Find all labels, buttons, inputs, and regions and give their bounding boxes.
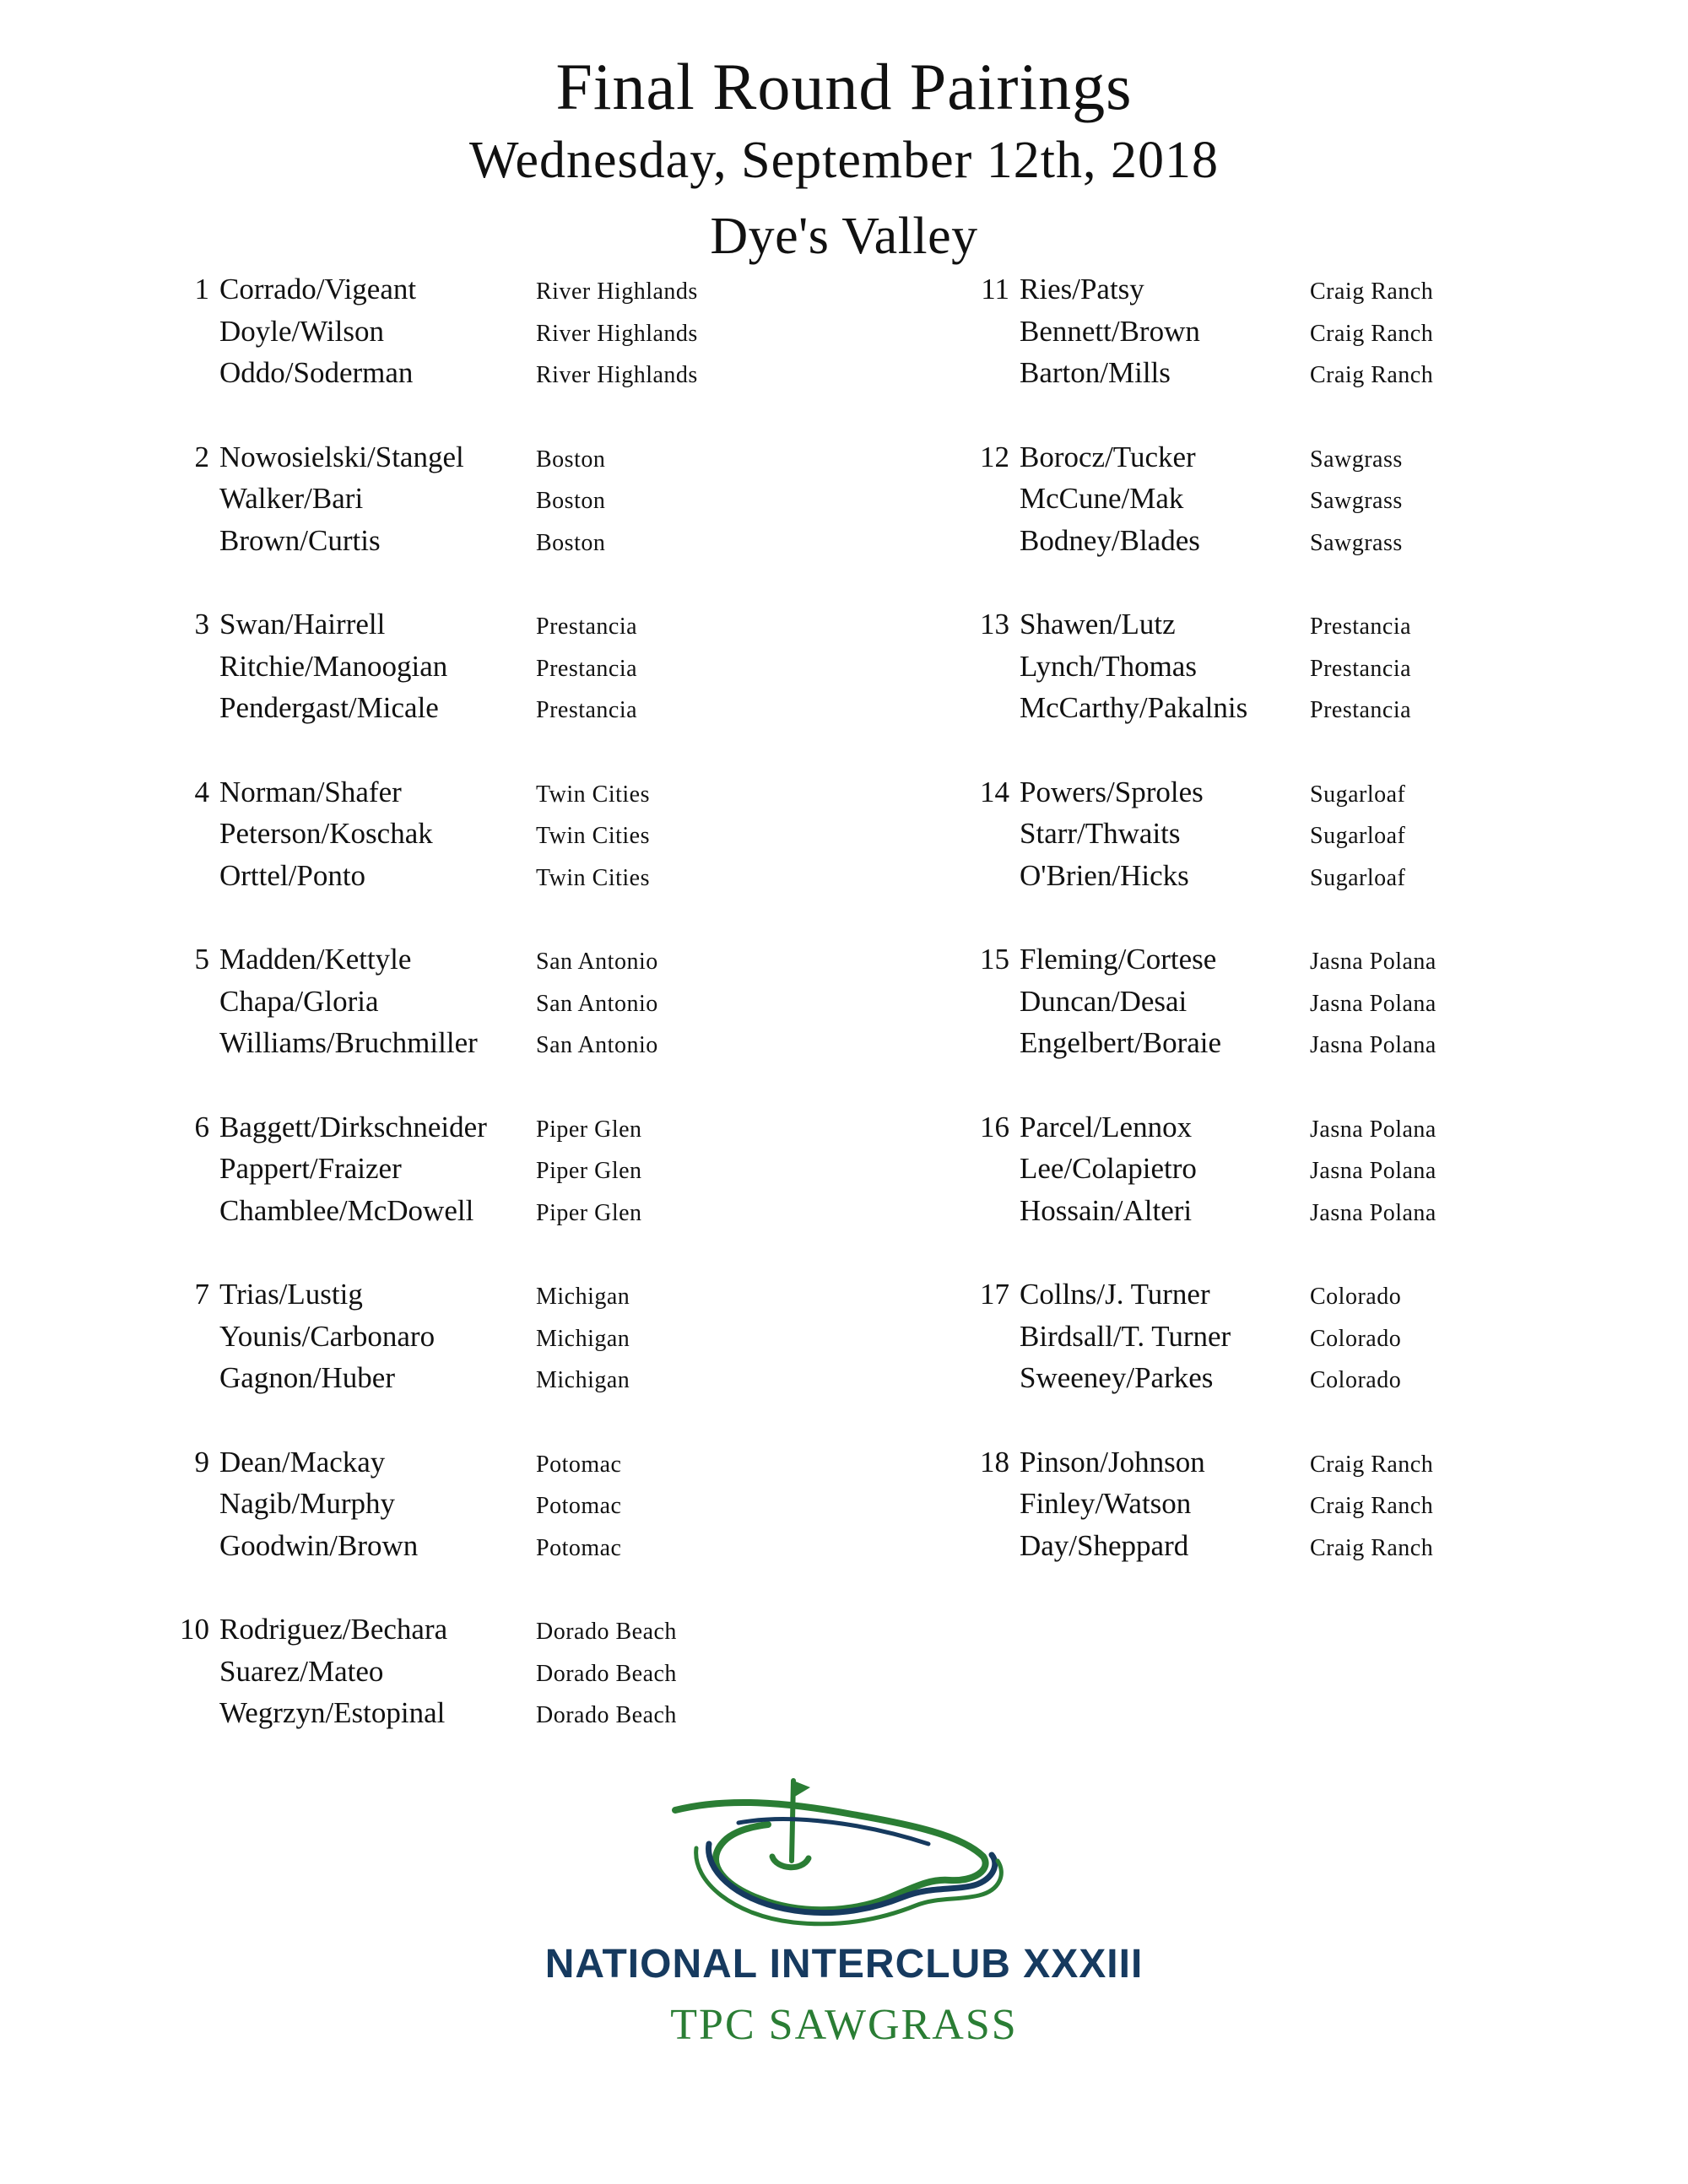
- pairing-row: [186, 520, 996, 562]
- player-pair: Barton/Mills: [1020, 356, 1171, 389]
- player-pair: Swan/Hairrell: [219, 608, 386, 641]
- club-name: Jasna Polana: [1310, 949, 1436, 975]
- pairing-group: [980, 603, 1688, 729]
- pairing-group: [980, 1273, 1688, 1399]
- pairing-group: [186, 938, 996, 1064]
- group-number: 10: [180, 1613, 209, 1646]
- player-pair: Shawen/Lutz: [1020, 608, 1176, 641]
- club-name: Boston: [536, 446, 606, 473]
- player-pair: Pinson/Johnson: [1020, 1445, 1205, 1479]
- club-name: Piper Glen: [536, 1199, 642, 1226]
- group-number: 15: [980, 943, 1009, 976]
- pairing-group: [980, 1441, 1688, 1567]
- player-pair: Finley/Watson: [1020, 1487, 1192, 1520]
- player-pair: Ries/Patsy: [1020, 273, 1144, 305]
- player-pair: Williams/Bruchmiller: [219, 1026, 478, 1059]
- player-pair: Bennett/Brown: [1020, 314, 1200, 348]
- player-pair: Day/Sheppard: [1020, 1528, 1189, 1562]
- player-pair: Powers/Sproles: [1020, 775, 1204, 808]
- club-name: Michigan: [536, 1284, 630, 1310]
- pairing-row: [186, 855, 996, 897]
- golf-flag-green-icon: [658, 1764, 1004, 1933]
- pairing-row: [186, 1483, 996, 1525]
- group-number: 18: [980, 1445, 1009, 1479]
- club-name: Craig Ranch: [1310, 278, 1434, 305]
- player-pair: Gagnon/Huber: [219, 1361, 396, 1394]
- club-name: Jasna Polana: [1310, 1116, 1436, 1143]
- pairing-row: [186, 603, 996, 646]
- pairing-row: [186, 1692, 996, 1734]
- player-pair: Walker/Bari: [219, 482, 364, 515]
- club-name: Colorado: [1310, 1284, 1402, 1310]
- player-pair: Norman/Shafer: [219, 775, 402, 808]
- group-number: 17: [980, 1278, 1009, 1311]
- pairing-row: [186, 352, 996, 394]
- player-pair: Wegrzyn/Estopinal: [219, 1696, 446, 1729]
- pairing-row: [186, 436, 996, 478]
- player-pair: Chamblee/McDowell: [219, 1193, 474, 1227]
- club-name: Potomac: [536, 1534, 622, 1561]
- player-pair: Starr/Thwaits: [1020, 817, 1181, 850]
- pairing-group: [980, 938, 1688, 1064]
- pairing-row: [980, 436, 1688, 478]
- pairing-row: [986, 687, 1688, 729]
- club-name: San Antonio: [536, 990, 658, 1017]
- club-name: Jasna Polana: [1310, 1158, 1436, 1184]
- club-name: Piper Glen: [536, 1158, 642, 1184]
- player-pair: McCune/Mak: [1020, 482, 1184, 515]
- pairing-group: [186, 1441, 996, 1567]
- pairing-group: [186, 436, 996, 562]
- pairing-row: [186, 1022, 996, 1064]
- club-name: Twin Cities: [536, 781, 650, 808]
- group-number: 12: [980, 440, 1009, 473]
- club-name: Dorado Beach: [536, 1660, 677, 1687]
- club-name: Piper Glen: [536, 1116, 642, 1143]
- club-name: San Antonio: [536, 1032, 658, 1058]
- pairing-row: [986, 1525, 1688, 1567]
- player-pair: Lynch/Thomas: [1020, 649, 1197, 683]
- player-pair: Collns/J. Turner: [1020, 1278, 1210, 1311]
- pairing-row: [986, 855, 1688, 897]
- pairing-row: [981, 268, 1688, 311]
- pairing-group: [980, 771, 1688, 897]
- pairing-row: [186, 1273, 996, 1316]
- pairing-row: [986, 520, 1688, 562]
- pairing-row: [186, 1357, 996, 1399]
- club-name: River Highlands: [536, 320, 698, 347]
- club-name: Jasna Polana: [1310, 1032, 1436, 1058]
- club-name: Potomac: [536, 1493, 622, 1519]
- pairing-row: [186, 1525, 996, 1567]
- pairing-group: [186, 1106, 996, 1232]
- group-number: 6: [194, 1110, 209, 1143]
- player-pair: McCarthy/Pakalnis: [1020, 691, 1248, 724]
- player-pair: Goodwin/Brown: [219, 1528, 419, 1562]
- club-name: Colorado: [1310, 1367, 1402, 1393]
- pairing-row: [986, 981, 1688, 1023]
- player-pair: Suarez/Mateo: [219, 1654, 384, 1688]
- group-number: 9: [194, 1445, 209, 1479]
- player-pair: O'Brien/Hicks: [1020, 858, 1189, 892]
- club-name: Craig Ranch: [1310, 1534, 1434, 1561]
- club-name: Michigan: [536, 1367, 630, 1393]
- pairing-group: [186, 603, 996, 729]
- pairing-row: [986, 1148, 1688, 1190]
- pairing-row: [186, 1190, 996, 1232]
- pairing-row: [186, 1316, 996, 1358]
- player-pair: Corrado/Vigeant: [219, 273, 417, 305]
- page-title: Final Round Pairings: [555, 50, 1133, 123]
- club-name: Boston: [536, 488, 606, 514]
- club-name: Dorado Beach: [536, 1702, 677, 1728]
- club-name: Prestancia: [536, 655, 638, 682]
- logo-event-name: NATIONAL INTERCLUB XXXIII: [544, 1942, 1144, 1987]
- player-pair: Birdsall/T. Turner: [1020, 1319, 1231, 1353]
- pairing-row: [980, 938, 1688, 981]
- pairing-row: [986, 1316, 1688, 1358]
- pairing-row: [980, 1106, 1688, 1149]
- pairing-row: [186, 268, 996, 311]
- pairing-row: [180, 1608, 996, 1651]
- player-pair: Duncan/Desai: [1020, 984, 1188, 1018]
- player-pair: Ritchie/Manoogian: [219, 649, 448, 683]
- pairing-row: [980, 1273, 1688, 1316]
- club-name: River Highlands: [536, 362, 698, 388]
- pairing-group: [186, 1273, 996, 1399]
- club-name: Jasna Polana: [1310, 1199, 1436, 1226]
- pairing-row: [186, 1651, 996, 1693]
- pairing-group: [980, 1106, 1688, 1232]
- club-name: Dorado Beach: [536, 1619, 677, 1645]
- club-name: Potomac: [536, 1451, 622, 1478]
- pairing-row: [186, 1148, 996, 1190]
- player-pair: Madden/Kettyle: [219, 943, 412, 976]
- pairing-row: [186, 311, 996, 353]
- group-number: 14: [980, 775, 1009, 808]
- club-name: Sawgrass: [1310, 446, 1403, 473]
- player-pair: Pendergast/Micale: [219, 691, 439, 724]
- player-pair: Sweeney/Parkes: [1020, 1361, 1214, 1394]
- player-pair: Bodney/Blades: [1020, 523, 1200, 557]
- player-pair: Peterson/Koschak: [219, 817, 433, 850]
- pairing-row: [986, 1483, 1688, 1525]
- course-name: Dye's Valley: [710, 208, 978, 265]
- group-number: 16: [980, 1110, 1009, 1143]
- player-pair: Fleming/Cortese: [1020, 943, 1217, 976]
- group-number: 5: [194, 943, 209, 976]
- club-name: Prestancia: [1310, 655, 1412, 682]
- pairing-group: [980, 436, 1688, 562]
- player-pair: Doyle/Wilson: [219, 314, 384, 348]
- player-pair: Dean/Mackay: [219, 1445, 386, 1479]
- club-name: Colorado: [1310, 1325, 1402, 1352]
- player-pair: Nagib/Murphy: [219, 1487, 396, 1520]
- group-number: 2: [194, 440, 209, 473]
- pairing-row: [986, 1022, 1688, 1064]
- player-pair: Nowosielski/Stangel: [219, 440, 464, 473]
- club-name: Sugarloaf: [1310, 781, 1406, 808]
- pairing-row: [186, 1106, 996, 1149]
- pairing-row: [986, 1357, 1688, 1399]
- club-name: Sugarloaf: [1310, 823, 1406, 849]
- club-name: Twin Cities: [536, 864, 650, 891]
- club-name: Sugarloaf: [1310, 864, 1406, 891]
- pairing-row: [980, 1441, 1688, 1484]
- club-name: Craig Ranch: [1310, 1493, 1434, 1519]
- player-pair: Rodriguez/Bechara: [219, 1613, 448, 1646]
- pairing-row: [986, 311, 1688, 353]
- player-pair: Chapa/Gloria: [219, 984, 379, 1018]
- pairing-row: [986, 352, 1688, 394]
- pairing-row: [186, 813, 996, 855]
- pairing-group: [180, 1608, 996, 1734]
- player-pair: Pappert/Fraizer: [219, 1152, 402, 1185]
- player-pair: Hossain/Alteri: [1020, 1193, 1193, 1227]
- player-pair: Borocz/Tucker: [1020, 440, 1196, 473]
- pairing-group: [186, 771, 996, 897]
- pairing-row: [186, 771, 996, 814]
- club-name: Sawgrass: [1310, 529, 1403, 556]
- club-name: Twin Cities: [536, 823, 650, 849]
- club-name: Prestancia: [536, 614, 638, 640]
- club-name: Boston: [536, 529, 606, 556]
- pairing-row: [986, 478, 1688, 520]
- pairing-row: [980, 603, 1688, 646]
- pairing-row: [186, 478, 996, 520]
- group-number: 1: [194, 273, 209, 305]
- player-pair: Parcel/Lennox: [1020, 1110, 1193, 1143]
- pairing-row: [186, 646, 996, 688]
- club-name: Craig Ranch: [1310, 1451, 1434, 1478]
- club-name: Michigan: [536, 1325, 630, 1352]
- player-pair: Brown/Curtis: [219, 523, 381, 557]
- player-pair: Trias/Lustig: [219, 1278, 363, 1311]
- club-name: Prestancia: [1310, 614, 1412, 640]
- pairing-row: [186, 687, 996, 729]
- pairing-group: [981, 268, 1688, 394]
- pairing-row: [986, 646, 1688, 688]
- player-pair: Baggett/Dirkschneider: [219, 1110, 487, 1143]
- group-number: 3: [194, 608, 209, 641]
- logo-venue-name: TPC SAWGRASS: [670, 2001, 1018, 2049]
- player-pair: Oddo/Soderman: [219, 356, 414, 389]
- player-pair: Orttel/Ponto: [219, 858, 366, 892]
- group-number: 4: [194, 775, 209, 808]
- club-name: River Highlands: [536, 278, 698, 305]
- club-name: Craig Ranch: [1310, 320, 1434, 347]
- club-name: Sawgrass: [1310, 488, 1403, 514]
- pairing-row: [186, 1441, 996, 1484]
- club-name: San Antonio: [536, 949, 658, 975]
- pairing-row: [186, 938, 996, 981]
- pairing-row: [986, 813, 1688, 855]
- player-pair: Lee/Colapietro: [1020, 1152, 1197, 1185]
- pairing-row: [980, 771, 1688, 814]
- player-pair: Engelbert/Boraie: [1020, 1026, 1222, 1059]
- club-name: Jasna Polana: [1310, 990, 1436, 1017]
- group-number: 7: [194, 1278, 209, 1311]
- pairing-row: [186, 981, 996, 1023]
- event-date: Wednesday, September 12th, 2018: [468, 132, 1220, 189]
- player-pair: Younis/Carbonaro: [219, 1319, 436, 1353]
- group-number: 11: [981, 273, 1009, 305]
- club-name: Prestancia: [1310, 697, 1412, 723]
- pairing-row: [986, 1190, 1688, 1232]
- pairing-group: [186, 268, 996, 394]
- group-number: 13: [980, 608, 1009, 641]
- club-name: Craig Ranch: [1310, 362, 1434, 388]
- club-name: Prestancia: [536, 697, 638, 723]
